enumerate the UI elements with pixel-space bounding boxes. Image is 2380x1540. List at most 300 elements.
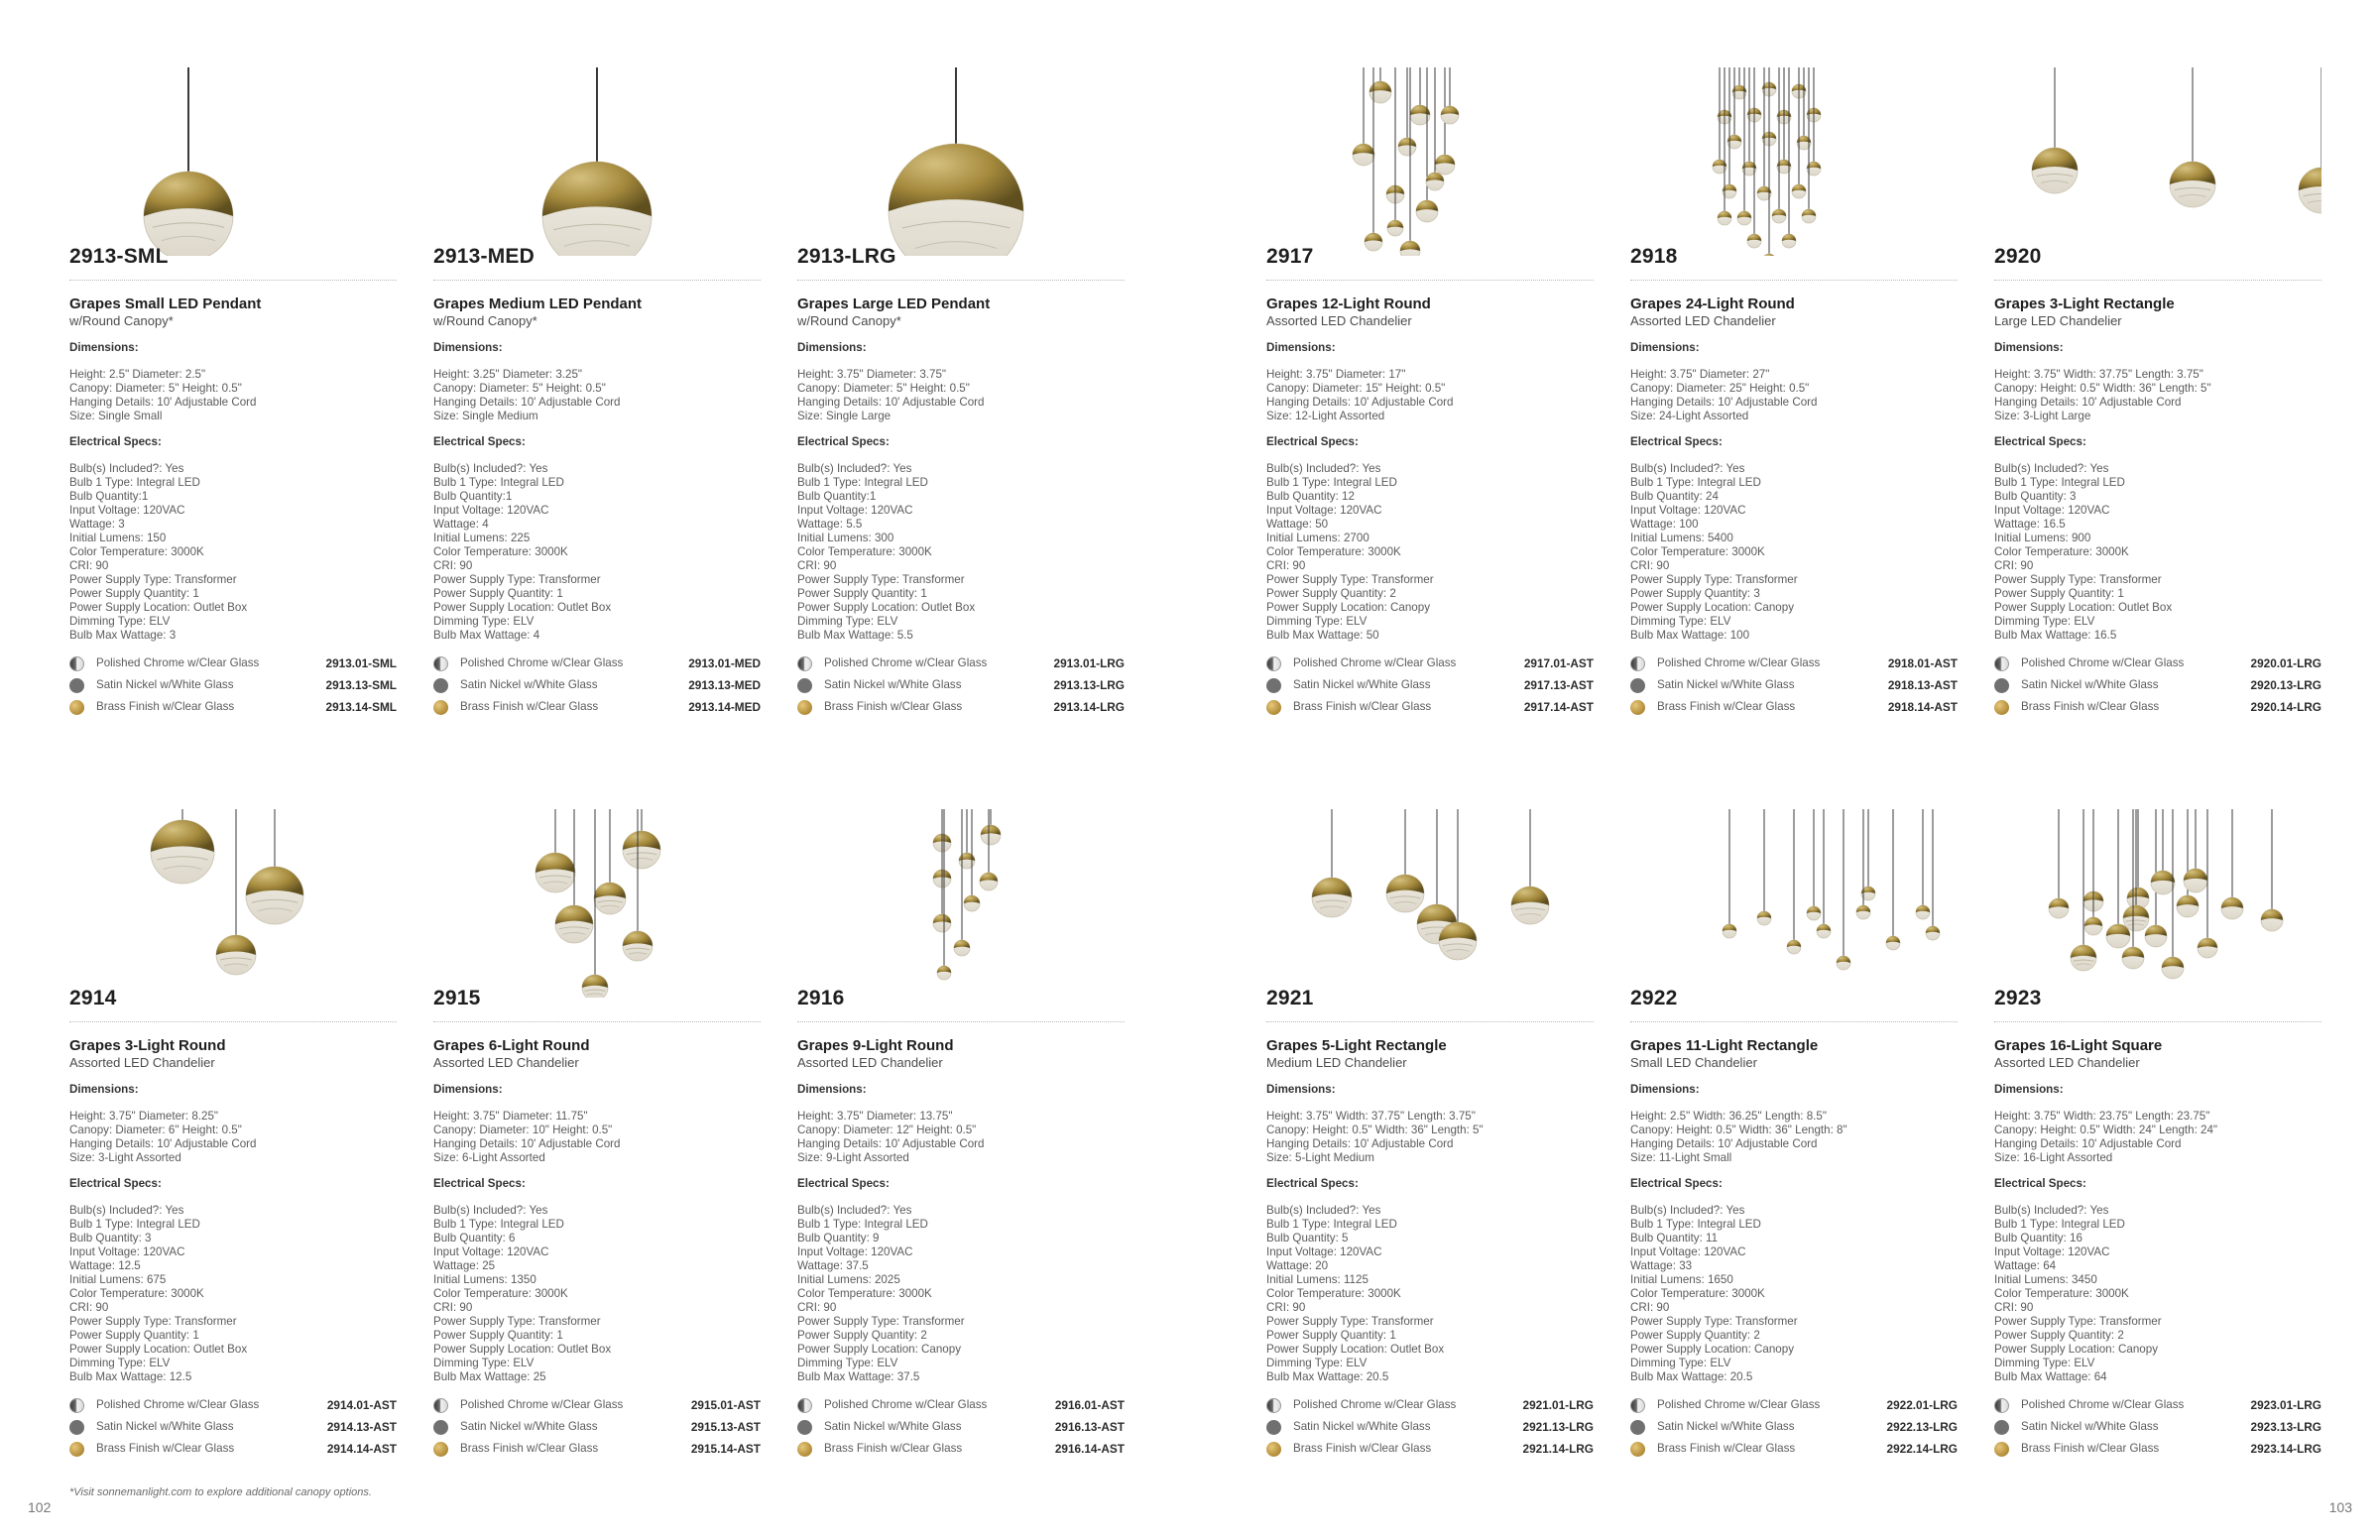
pendant-globe bbox=[144, 67, 233, 256]
finish-code: 2914.13-AST bbox=[326, 1420, 397, 1434]
model-number: 2921 bbox=[1266, 987, 1314, 1009]
electrical-line: Wattage: 50 bbox=[1266, 518, 1329, 531]
chrome-swatch-icon bbox=[1266, 656, 1281, 671]
model-number: 2917 bbox=[1266, 245, 1314, 268]
finish-name: Brass Finish w/Clear Glass bbox=[824, 1442, 963, 1455]
finish-code: 2915.14-AST bbox=[690, 1442, 761, 1456]
finish-code: 2917.13-AST bbox=[1523, 678, 1594, 692]
divider bbox=[1266, 1021, 1594, 1022]
finish-row bbox=[1630, 652, 1958, 674]
finish-row bbox=[1994, 1394, 2321, 1416]
finish-code: 2918.14-AST bbox=[1887, 700, 1958, 714]
finish-name: Satin Nickel w/White Glass bbox=[1657, 678, 1795, 691]
pendant-globe bbox=[246, 809, 303, 924]
electrical-line: Input Voltage: 120VAC bbox=[1994, 1245, 2110, 1258]
finish-row bbox=[433, 674, 761, 696]
brass-swatch-icon bbox=[1630, 1442, 1645, 1457]
finish-name: Brass Finish w/Clear Glass bbox=[460, 1442, 599, 1455]
electrical-line: Wattage: 12.5 bbox=[69, 1259, 141, 1272]
finish-row bbox=[797, 696, 1125, 718]
pendant-globe bbox=[1723, 809, 1736, 938]
finish-code: 2913.14-MED bbox=[688, 700, 761, 714]
finish-name: Satin Nickel w/White Glass bbox=[2021, 678, 2159, 691]
pendant-globe bbox=[1353, 67, 1374, 166]
electrical-line: Color Temperature: 3000K bbox=[1994, 545, 2129, 558]
finish-code: 2913.01-LRG bbox=[1053, 656, 1125, 670]
model-number: 2916 bbox=[797, 987, 845, 1009]
finish-name: Brass Finish w/Clear Glass bbox=[1657, 700, 1796, 713]
dimensions-heading: Dimensions: bbox=[69, 1083, 139, 1096]
divider bbox=[69, 280, 397, 281]
product-illustration bbox=[797, 809, 1125, 998]
dimension-line: Size: 11-Light Small bbox=[1630, 1151, 1732, 1164]
dimension-line: Size: 16-Light Assorted bbox=[1994, 1151, 2113, 1164]
dimensions-list bbox=[1266, 1110, 1594, 1165]
dimensions-heading: Dimensions: bbox=[797, 341, 867, 354]
product-info bbox=[69, 1037, 397, 1460]
finish-options bbox=[433, 652, 761, 718]
brass-swatch-icon bbox=[1266, 700, 1281, 715]
finish-code: 2914.14-AST bbox=[326, 1442, 397, 1456]
brass-swatch-icon bbox=[1266, 1442, 1281, 1457]
electrical-line: Power Supply Location: Outlet Box bbox=[69, 601, 248, 614]
dimension-line: Hanging Details: 10' Adjustable Cord bbox=[1994, 1137, 2182, 1150]
electrical-line: Initial Lumens: 900 bbox=[1994, 532, 2091, 544]
pendant-globe bbox=[2261, 809, 2283, 931]
product-info bbox=[797, 296, 1125, 718]
electrical-line: Dimming Type: ELV bbox=[1994, 615, 2095, 628]
electrical-line: Power Supply Location: Outlet Box bbox=[433, 601, 612, 614]
product-subtitle: Small LED Chandelier bbox=[1630, 1055, 1757, 1070]
product-title: Grapes 11-Light Rectangle bbox=[1630, 1037, 1819, 1054]
electrical-line: Wattage: 33 bbox=[1630, 1259, 1693, 1272]
product-subtitle: w/Round Canopy* bbox=[797, 313, 901, 328]
electrical-line: Bulb Max Wattage: 16.5 bbox=[1994, 629, 2117, 642]
dimensions-list bbox=[433, 1110, 761, 1165]
product-title: Grapes 6-Light Round bbox=[433, 1037, 590, 1054]
dimension-line: Height: 3.25" Diameter: 3.25" bbox=[433, 368, 583, 381]
electrical-line: Color Temperature: 3000K bbox=[797, 1287, 932, 1300]
nickel-swatch-icon bbox=[69, 678, 84, 693]
electrical-line: Power Supply Location: Canopy bbox=[1266, 601, 1430, 614]
product-illustration bbox=[69, 67, 397, 256]
electrical-line: Input Voltage: 120VAC bbox=[797, 504, 913, 517]
pendant-globe bbox=[1817, 809, 1831, 938]
finish-code: 2923.13-LRG bbox=[2250, 1420, 2321, 1434]
dimension-line: Hanging Details: 10' Adjustable Cord bbox=[69, 396, 257, 409]
finish-code: 2922.01-LRG bbox=[1886, 1398, 1958, 1412]
dimension-line: Size: 6-Light Assorted bbox=[433, 1151, 545, 1164]
electrical-line: Bulb 1 Type: Integral LED bbox=[1266, 476, 1397, 489]
brass-swatch-icon bbox=[1630, 700, 1645, 715]
electrical-line: Power Supply Quantity: 1 bbox=[797, 587, 927, 600]
model-number: 2913-LRG bbox=[797, 245, 896, 268]
electrical-line: Bulb(s) Included?: Yes bbox=[797, 1204, 912, 1217]
electrical-line: Power Supply Location: Canopy bbox=[1994, 1343, 2158, 1356]
finish-name: Brass Finish w/Clear Glass bbox=[460, 700, 599, 713]
electrical-line: CRI: 90 bbox=[1994, 1301, 2034, 1314]
product-title: Grapes 9-Light Round bbox=[797, 1037, 954, 1054]
dimension-line: Height: 3.75" Width: 37.75" Length: 3.75" bbox=[1266, 1110, 1476, 1123]
pendant-globe bbox=[1511, 809, 1549, 924]
pendant-globe bbox=[1386, 809, 1424, 912]
nickel-swatch-icon bbox=[797, 678, 812, 693]
nickel-swatch-icon bbox=[1266, 1420, 1281, 1435]
brass-swatch-icon bbox=[797, 1442, 812, 1457]
electrical-line: Power Supply Location: Outlet Box bbox=[797, 601, 976, 614]
brass-swatch-icon bbox=[69, 1442, 84, 1457]
electrical-line: Initial Lumens: 225 bbox=[433, 532, 531, 544]
electrical-line: Initial Lumens: 5400 bbox=[1630, 532, 1733, 544]
finish-code: 2913.13-SML bbox=[325, 678, 397, 692]
electrical-line: Bulb Max Wattage: 37.5 bbox=[797, 1370, 920, 1383]
finish-options bbox=[1994, 1394, 2321, 1460]
divider bbox=[1266, 280, 1594, 281]
product-illustration bbox=[1994, 67, 2321, 256]
product-title: Grapes 3-Light Round bbox=[69, 1037, 226, 1054]
finish-name: Polished Chrome w/Clear Glass bbox=[96, 656, 260, 669]
finish-name: Polished Chrome w/Clear Glass bbox=[1657, 1398, 1821, 1411]
divider bbox=[797, 1021, 1125, 1022]
dimensions-list bbox=[69, 368, 397, 423]
model-number: 2922 bbox=[1630, 987, 1678, 1009]
product-subtitle: Assorted LED Chandelier bbox=[797, 1055, 943, 1070]
electrical-line: Wattage: 64 bbox=[1994, 1259, 2057, 1272]
product-info bbox=[433, 296, 761, 718]
finish-name: Brass Finish w/Clear Glass bbox=[824, 700, 963, 713]
electrical-line: Power Supply Quantity: 2 bbox=[1266, 587, 1396, 600]
electrical-line: CRI: 90 bbox=[69, 1301, 109, 1314]
finish-code: 2913.13-MED bbox=[688, 678, 761, 692]
electrical-line: Initial Lumens: 3450 bbox=[1994, 1273, 2097, 1286]
finish-row bbox=[1266, 652, 1594, 674]
dimension-line: Hanging Details: 10' Adjustable Cord bbox=[797, 396, 985, 409]
electrical-line: CRI: 90 bbox=[797, 559, 837, 572]
electrical-line: Bulb Quantity: 12 bbox=[1266, 490, 1355, 503]
dimension-line: Size: 5-Light Medium bbox=[1266, 1151, 1374, 1164]
electrical-heading: Electrical Specs: bbox=[433, 1177, 526, 1190]
divider bbox=[1630, 280, 1958, 281]
finish-row bbox=[1266, 674, 1594, 696]
dimension-line: Canopy: Diameter: 25" Height: 0.5" bbox=[1630, 382, 1810, 395]
finish-name: Brass Finish w/Clear Glass bbox=[1293, 700, 1432, 713]
finish-code: 2921.01-LRG bbox=[1522, 1398, 1594, 1412]
electrical-line: Dimming Type: ELV bbox=[1994, 1357, 2095, 1369]
model-number: 2920 bbox=[1994, 245, 2042, 268]
dimension-line: Size: 3-Light Assorted bbox=[69, 1151, 181, 1164]
product-subtitle: Assorted LED Chandelier bbox=[1994, 1055, 2140, 1070]
dimensions-heading: Dimensions: bbox=[433, 341, 503, 354]
electrical-heading: Electrical Specs: bbox=[797, 1177, 890, 1190]
electrical-line: Dimming Type: ELV bbox=[1630, 615, 1731, 628]
finish-name: Satin Nickel w/White Glass bbox=[1657, 1420, 1795, 1433]
electrical-line: Bulb 1 Type: Integral LED bbox=[433, 1218, 564, 1231]
finish-row bbox=[1630, 1394, 1958, 1416]
electrical-list bbox=[1630, 1204, 1958, 1384]
dimension-line: Hanging Details: 10' Adjustable Cord bbox=[1994, 396, 2182, 409]
electrical-line: Dimming Type: ELV bbox=[433, 1357, 535, 1369]
finish-code: 2921.13-LRG bbox=[1522, 1420, 1594, 1434]
finish-code: 2923.01-LRG bbox=[2250, 1398, 2321, 1412]
finish-row bbox=[1994, 1438, 2321, 1460]
product-info bbox=[1266, 1037, 1594, 1460]
model-number: 2923 bbox=[1994, 987, 2042, 1009]
finish-row bbox=[69, 1416, 397, 1438]
brass-swatch-icon bbox=[797, 700, 812, 715]
dimension-line: Hanging Details: 10' Adjustable Cord bbox=[797, 1137, 985, 1150]
finish-code: 2916.14-AST bbox=[1054, 1442, 1125, 1456]
electrical-heading: Electrical Specs: bbox=[69, 1177, 162, 1190]
finish-row bbox=[1630, 1416, 1958, 1438]
nickel-swatch-icon bbox=[1994, 678, 2009, 693]
electrical-heading: Electrical Specs: bbox=[433, 435, 526, 448]
dimensions-list bbox=[69, 1110, 397, 1165]
finish-row bbox=[69, 696, 397, 718]
pendant-globe bbox=[2049, 809, 2069, 918]
pendant-globe bbox=[2299, 67, 2321, 213]
electrical-line: Bulb Quantity: 9 bbox=[797, 1232, 880, 1244]
dimension-line: Canopy: Diameter: 5" Height: 0.5" bbox=[69, 382, 242, 395]
electrical-line: Dimming Type: ELV bbox=[797, 1357, 898, 1369]
electrical-line: Bulb Quantity:1 bbox=[433, 490, 513, 503]
dimension-line: Canopy: Diameter: 12" Height: 0.5" bbox=[797, 1124, 977, 1136]
product-illustration bbox=[1266, 809, 1594, 998]
finish-options bbox=[1266, 1394, 1594, 1460]
dimension-line: Canopy: Diameter: 6" Height: 0.5" bbox=[69, 1124, 242, 1136]
electrical-line: Power Supply Location: Canopy bbox=[1630, 601, 1794, 614]
dimension-line: Hanging Details: 10' Adjustable Cord bbox=[1630, 396, 1818, 409]
finish-row bbox=[1266, 1416, 1594, 1438]
electrical-line: Dimming Type: ELV bbox=[1630, 1357, 1731, 1369]
electrical-line: Initial Lumens: 1650 bbox=[1630, 1273, 1733, 1286]
dimension-line: Canopy: Height: 0.5" Width: 36" Length: 5" bbox=[1994, 382, 2211, 395]
electrical-line: Bulb(s) Included?: Yes bbox=[1630, 462, 1745, 475]
dimensions-heading: Dimensions: bbox=[1994, 1083, 2064, 1096]
electrical-line: Bulb 1 Type: Integral LED bbox=[433, 476, 564, 489]
finish-row bbox=[797, 674, 1125, 696]
finish-name: Polished Chrome w/Clear Glass bbox=[1293, 1398, 1457, 1411]
electrical-line: Power Supply Type: Transformer bbox=[69, 1315, 237, 1328]
dimensions-list bbox=[433, 368, 761, 423]
finish-row bbox=[1630, 696, 1958, 718]
electrical-heading: Electrical Specs: bbox=[797, 435, 890, 448]
electrical-list bbox=[1266, 462, 1594, 643]
finish-row bbox=[433, 1394, 761, 1416]
pendant-globe bbox=[1916, 809, 1930, 919]
electrical-line: Power Supply Type: Transformer bbox=[797, 573, 965, 586]
electrical-line: Bulb Max Wattage: 12.5 bbox=[69, 1370, 192, 1383]
finish-name: Brass Finish w/Clear Glass bbox=[96, 700, 235, 713]
dimensions-list bbox=[1994, 368, 2321, 423]
dimensions-list bbox=[1630, 368, 1958, 423]
dimensions-heading: Dimensions: bbox=[797, 1083, 867, 1096]
finish-code: 2921.14-LRG bbox=[1522, 1442, 1594, 1456]
finish-options bbox=[1630, 652, 1958, 718]
finish-name: Polished Chrome w/Clear Glass bbox=[1657, 656, 1821, 669]
electrical-heading: Electrical Specs: bbox=[69, 435, 162, 448]
dimension-line: Size: 12-Light Assorted bbox=[1266, 410, 1385, 422]
finish-row bbox=[797, 1394, 1125, 1416]
dimension-line: Size: Single Large bbox=[797, 410, 892, 422]
model-number: 2918 bbox=[1630, 245, 1678, 268]
chrome-swatch-icon bbox=[1994, 656, 2009, 671]
electrical-line: Dimming Type: ELV bbox=[1266, 1357, 1368, 1369]
finish-code: 2913.01-MED bbox=[688, 656, 761, 670]
dimensions-heading: Dimensions: bbox=[1994, 341, 2064, 354]
dimension-line: Hanging Details: 10' Adjustable Cord bbox=[1630, 1137, 1818, 1150]
finish-row bbox=[1994, 1416, 2321, 1438]
electrical-heading: Electrical Specs: bbox=[1266, 1177, 1359, 1190]
divider bbox=[69, 1021, 397, 1022]
dimension-line: Canopy: Height: 0.5" Width: 24" Length: 24" bbox=[1994, 1124, 2218, 1136]
electrical-line: Power Supply Quantity: 1 bbox=[433, 1329, 563, 1342]
model-number: 2915 bbox=[433, 987, 481, 1009]
dimension-line: Canopy: Diameter: 5" Height: 0.5" bbox=[797, 382, 970, 395]
pendant-globe bbox=[1837, 809, 1850, 970]
pendant-globe bbox=[1757, 809, 1771, 925]
electrical-list bbox=[1630, 462, 1958, 643]
electrical-line: Power Supply Quantity: 1 bbox=[1994, 587, 2124, 600]
dimension-line: Hanging Details: 10' Adjustable Cord bbox=[1266, 396, 1454, 409]
electrical-line: Bulb Quantity: 11 bbox=[1630, 1232, 1719, 1244]
brass-swatch-icon bbox=[69, 700, 84, 715]
nickel-swatch-icon bbox=[797, 1420, 812, 1435]
chrome-swatch-icon bbox=[797, 656, 812, 671]
electrical-line: Color Temperature: 3000K bbox=[69, 1287, 204, 1300]
finish-code: 2917.01-AST bbox=[1523, 656, 1594, 670]
electrical-line: Bulb Quantity: 6 bbox=[433, 1232, 516, 1244]
electrical-line: Input Voltage: 120VAC bbox=[1630, 1245, 1746, 1258]
product-illustration bbox=[1630, 809, 1958, 998]
electrical-heading: Electrical Specs: bbox=[1266, 435, 1359, 448]
finish-code: 2920.01-LRG bbox=[2250, 656, 2321, 670]
finish-code: 2922.13-LRG bbox=[1886, 1420, 1958, 1434]
electrical-heading: Electrical Specs: bbox=[1994, 435, 2086, 448]
product-subtitle: Assorted LED Chandelier bbox=[1630, 313, 1776, 328]
electrical-line: Bulb 1 Type: Integral LED bbox=[797, 476, 928, 489]
electrical-line: Bulb Max Wattage: 20.5 bbox=[1630, 1370, 1753, 1383]
pendant-globe bbox=[623, 809, 660, 869]
divider bbox=[433, 280, 761, 281]
electrical-line: Power Supply Location: Canopy bbox=[1630, 1343, 1794, 1356]
electrical-line: Color Temperature: 3000K bbox=[433, 1287, 568, 1300]
brass-swatch-icon bbox=[433, 1442, 448, 1457]
finish-row bbox=[797, 1416, 1125, 1438]
finish-code: 2913.14-LRG bbox=[1053, 700, 1125, 714]
pendant-globe bbox=[1807, 809, 1821, 920]
product-illustration bbox=[1266, 67, 1594, 256]
pendant-globe bbox=[2151, 809, 2175, 894]
finish-row bbox=[1266, 1394, 1594, 1416]
product-info bbox=[1630, 296, 1958, 718]
dimension-line: Size: 9-Light Assorted bbox=[797, 1151, 909, 1164]
electrical-line: Bulb Max Wattage: 64 bbox=[1994, 1370, 2107, 1383]
electrical-line: Color Temperature: 3000K bbox=[1630, 1287, 1765, 1300]
electrical-line: Bulb Quantity:1 bbox=[69, 490, 149, 503]
electrical-line: Input Voltage: 120VAC bbox=[1630, 504, 1746, 517]
finish-row bbox=[69, 652, 397, 674]
nickel-swatch-icon bbox=[433, 678, 448, 693]
dimension-line: Hanging Details: 10' Adjustable Cord bbox=[433, 1137, 621, 1150]
product-info bbox=[797, 1037, 1125, 1460]
electrical-line: Input Voltage: 120VAC bbox=[433, 1245, 549, 1258]
electrical-line: Power Supply Type: Transformer bbox=[1630, 573, 1798, 586]
product-illustration bbox=[433, 809, 761, 998]
dimensions-list bbox=[1266, 368, 1594, 423]
electrical-line: Color Temperature: 3000K bbox=[1630, 545, 1765, 558]
pendant-globe bbox=[1439, 809, 1477, 960]
electrical-line: Dimming Type: ELV bbox=[69, 1357, 171, 1369]
electrical-line: Input Voltage: 120VAC bbox=[797, 1245, 913, 1258]
finish-row bbox=[797, 1438, 1125, 1460]
electrical-line: Bulb Quantity: 3 bbox=[69, 1232, 152, 1244]
electrical-line: Input Voltage: 120VAC bbox=[69, 1245, 185, 1258]
brass-swatch-icon bbox=[1994, 1442, 2009, 1457]
product-info bbox=[1994, 296, 2321, 718]
pendant-globe bbox=[981, 809, 1001, 845]
electrical-line: Input Voltage: 120VAC bbox=[1266, 504, 1382, 517]
electrical-line: Wattage: 37.5 bbox=[797, 1259, 869, 1272]
product-title: Grapes Small LED Pendant bbox=[69, 296, 262, 312]
electrical-line: CRI: 90 bbox=[433, 1301, 473, 1314]
dimension-line: Height: 3.75" Diameter: 11.75" bbox=[433, 1110, 588, 1123]
product-info bbox=[433, 1037, 761, 1460]
finish-row bbox=[1266, 696, 1594, 718]
electrical-line: CRI: 90 bbox=[1630, 1301, 1670, 1314]
electrical-line: Wattage: 16.5 bbox=[1994, 518, 2066, 531]
electrical-line: Dimming Type: ELV bbox=[433, 615, 535, 628]
electrical-line: Bulb(s) Included?: Yes bbox=[1266, 462, 1381, 475]
finish-code: 2916.13-AST bbox=[1054, 1420, 1125, 1434]
electrical-line: Bulb 1 Type: Integral LED bbox=[69, 476, 200, 489]
electrical-list bbox=[69, 1204, 397, 1384]
electrical-heading: Electrical Specs: bbox=[1630, 1177, 1723, 1190]
finish-name: Satin Nickel w/White Glass bbox=[824, 1420, 962, 1433]
page-number-right: 103 bbox=[2328, 1499, 2352, 1515]
electrical-line: Power Supply Type: Transformer bbox=[433, 573, 601, 586]
finish-options bbox=[1630, 1394, 1958, 1460]
electrical-line: Bulb(s) Included?: Yes bbox=[433, 1204, 548, 1217]
electrical-line: Bulb Max Wattage: 25 bbox=[433, 1370, 546, 1383]
electrical-line: Bulb(s) Included?: Yes bbox=[797, 462, 912, 475]
product-title: Grapes 3-Light Rectangle bbox=[1994, 296, 2175, 312]
brass-swatch-icon bbox=[433, 700, 448, 715]
finish-name: Satin Nickel w/White Glass bbox=[460, 1420, 598, 1433]
electrical-line: Bulb(s) Included?: Yes bbox=[1266, 1204, 1381, 1217]
electrical-line: Initial Lumens: 150 bbox=[69, 532, 167, 544]
dimension-line: Size: Single Medium bbox=[433, 410, 538, 422]
finish-row bbox=[433, 1416, 761, 1438]
electrical-line: CRI: 90 bbox=[69, 559, 109, 572]
electrical-line: Initial Lumens: 2700 bbox=[1266, 532, 1369, 544]
product-title: Grapes 16-Light Square bbox=[1994, 1037, 2163, 1054]
dimensions-heading: Dimensions: bbox=[1630, 341, 1700, 354]
pendant-globe bbox=[1926, 809, 1940, 940]
electrical-line: Wattage: 100 bbox=[1630, 518, 1699, 531]
pendant-globe bbox=[536, 809, 575, 892]
finish-options bbox=[433, 1394, 761, 1460]
chrome-swatch-icon bbox=[1630, 1398, 1645, 1413]
electrical-line: Dimming Type: ELV bbox=[797, 615, 898, 628]
finish-name: Satin Nickel w/White Glass bbox=[2021, 1420, 2159, 1433]
electrical-list bbox=[1994, 462, 2321, 643]
electrical-line: Bulb Max Wattage: 20.5 bbox=[1266, 1370, 1389, 1383]
dimension-line: Hanging Details: 10' Adjustable Cord bbox=[69, 1137, 257, 1150]
pendant-globe bbox=[959, 809, 975, 869]
electrical-line: CRI: 90 bbox=[797, 1301, 837, 1314]
dimension-line: Height: 3.75" Diameter: 8.25" bbox=[69, 1110, 219, 1123]
electrical-heading: Electrical Specs: bbox=[1994, 1177, 2086, 1190]
